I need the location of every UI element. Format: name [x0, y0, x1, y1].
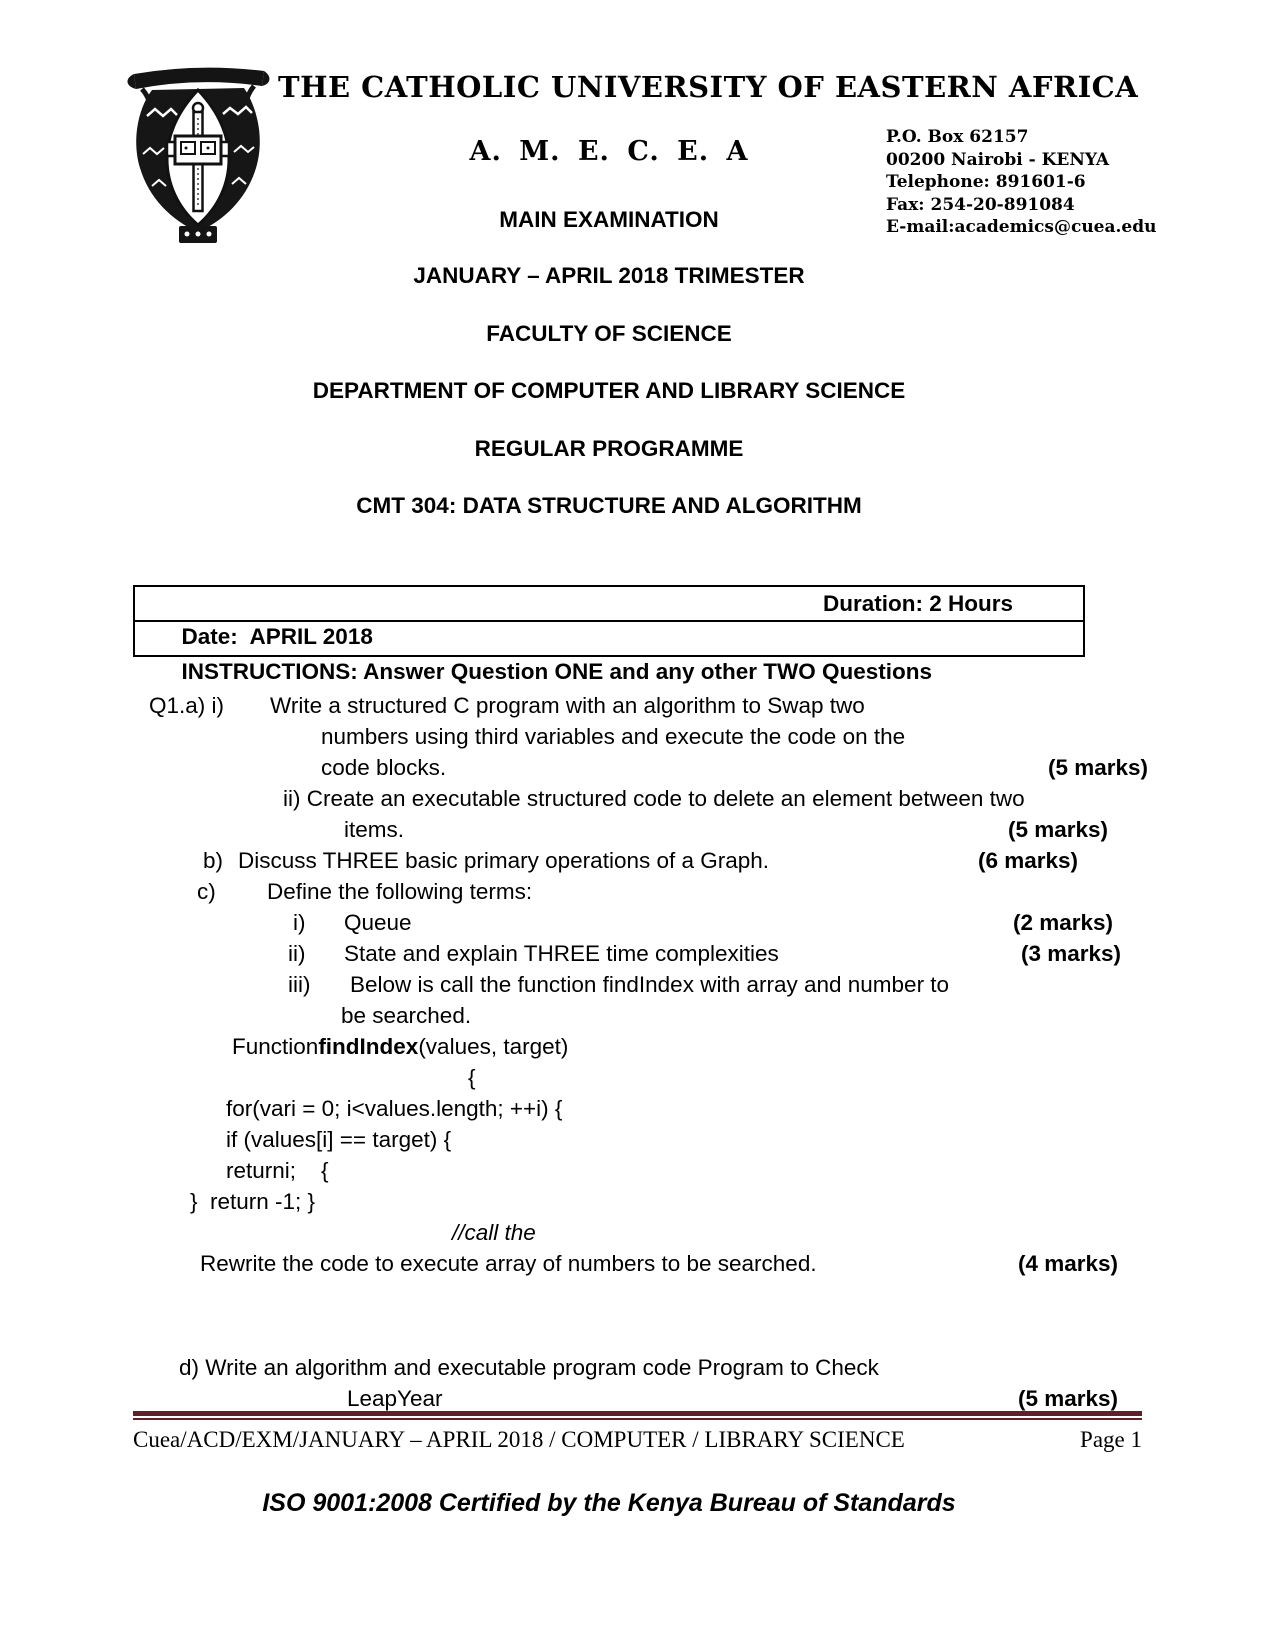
question-line — [133, 907, 1173, 938]
page-number: Page 1 — [1080, 1427, 1142, 1452]
question-line — [133, 876, 1173, 907]
question-number: Q1.a) i) — [149, 693, 225, 718]
heading-exam-type: MAIN EXAMINATION — [499, 207, 719, 232]
question-text: Define the following terms: — [267, 879, 533, 904]
question-text: items. — [344, 817, 405, 842]
question-line — [133, 969, 1173, 1000]
question-line — [133, 783, 1173, 814]
code-comment: //call the — [452, 1220, 536, 1245]
marks-label: (4 marks) — [1018, 1251, 1119, 1276]
heading-trimester: JANUARY – APRIL 2018 TRIMESTER — [413, 263, 805, 288]
code-text: for(vari = 0; i<values.length; ++i) { — [226, 1096, 563, 1121]
code-line — [133, 1155, 1173, 1186]
question-line — [133, 1352, 1173, 1383]
marks-label: (3 marks) — [1021, 941, 1122, 966]
heading-faculty: FACULTY OF SCIENCE — [486, 321, 732, 346]
association-name: A. M. E. C. E. A — [469, 136, 749, 167]
question-section — [133, 690, 1173, 1425]
code-line — [133, 1186, 1173, 1217]
info-box-row-instructions — [135, 622, 1083, 684]
code-text: if (values[i] == target) { — [226, 1127, 452, 1152]
question-line — [133, 752, 1173, 783]
question-text: LeapYear — [347, 1386, 443, 1411]
code-comment-line — [133, 1217, 1173, 1248]
question-text: Rewrite the code to execute array of numbers to be searched. — [200, 1251, 817, 1276]
question-line — [133, 814, 1173, 845]
question-text: Discuss THREE basic primary operations of a Graph. — [238, 848, 770, 873]
contact-fax: Fax: 254-20-891084 — [886, 194, 1075, 215]
question-number: iii) — [288, 972, 311, 997]
question-line — [133, 1248, 1173, 1279]
marks-label: (2 marks) — [1013, 910, 1114, 935]
university-name: THE CATHOLIC UNIVERSITY OF EASTERN AFRICA — [278, 70, 1139, 104]
question-text: Write a structured C program with an algorithm to Swap two — [270, 693, 865, 718]
question-number: ii) — [288, 941, 306, 966]
heading-department: DEPARTMENT OF COMPUTER AND LIBRARY SCIENCE — [312, 378, 906, 403]
question-text: code blocks. — [321, 755, 447, 780]
iso-certification: ISO 9001:2008 Certified by the Kenya Bureau of Standards — [262, 1489, 956, 1517]
question-line — [133, 721, 1173, 752]
heading-programme: REGULAR PROGRAMME — [474, 436, 744, 461]
contact-telephone: Telephone: 891601-6 — [886, 172, 1086, 192]
question-line — [133, 1000, 1173, 1031]
marks-label: (5 marks) — [1008, 817, 1109, 842]
contact-po-box: P.O. Box 62157 — [886, 127, 1029, 147]
question-line — [133, 690, 1173, 721]
exam-instructions: INSTRUCTIONS: Answer Question ONE and any other TWO Questions — [181, 659, 932, 684]
question-number: i) — [293, 910, 306, 935]
question-number: c) — [197, 879, 216, 904]
code-line-function — [133, 1031, 1173, 1062]
code-text: returni; { — [226, 1158, 329, 1183]
heading-course: CMT 304: DATA STRUCTURE AND ALGORITHM — [356, 493, 862, 518]
function-name: findIndex — [318, 1034, 419, 1059]
question-text: ii) Create an executable structured code to delete an element between two — [283, 786, 1025, 811]
question-number: b) — [203, 848, 224, 873]
code-text: } return -1; } — [190, 1189, 316, 1214]
code-line — [133, 1062, 1173, 1093]
marks-label: (6 marks) — [978, 848, 1079, 873]
question-line — [133, 845, 1173, 876]
code-text: FunctionfindIndex(values, target) — [232, 1034, 569, 1059]
code-text: { — [468, 1065, 476, 1090]
question-text: d) Write an algorithm and executable program code Program to Check — [179, 1355, 879, 1380]
footer-reference: Cuea/ACD/EXM/JANUARY – APRIL 2018 / COMPUTER / LIBRARY SCIENCE — [133, 1427, 905, 1452]
question-line — [133, 1383, 1173, 1414]
marks-label: (5 marks) — [1048, 755, 1149, 780]
question-text: Below is call the function findIndex with array and number to — [350, 972, 950, 997]
info-box-row-date — [135, 587, 1083, 649]
question-text: State and explain THREE time complexities — [344, 941, 779, 966]
question-text: Queue — [344, 910, 412, 935]
footer — [133, 1427, 1142, 1457]
exam-info-box — [133, 585, 1085, 684]
marks-label: (5 marks) — [1018, 1386, 1119, 1411]
exam-duration: Duration: 2 Hours — [823, 591, 1014, 616]
code-line — [133, 1093, 1173, 1124]
question-text: be searched. — [341, 1003, 472, 1028]
question-line — [133, 938, 1173, 969]
contact-email: E-mail:academics@cuea.edu — [886, 217, 1157, 237]
question-text: numbers using third variables and execute the code on the — [321, 724, 906, 749]
contact-city: 00200 Nairobi - KENYA — [886, 149, 1110, 170]
code-line — [133, 1124, 1173, 1155]
crest-banner — [134, 68, 264, 89]
exam-date: Date: APRIL 2018 — [181, 624, 373, 649]
footer-rule — [133, 1411, 1142, 1420]
